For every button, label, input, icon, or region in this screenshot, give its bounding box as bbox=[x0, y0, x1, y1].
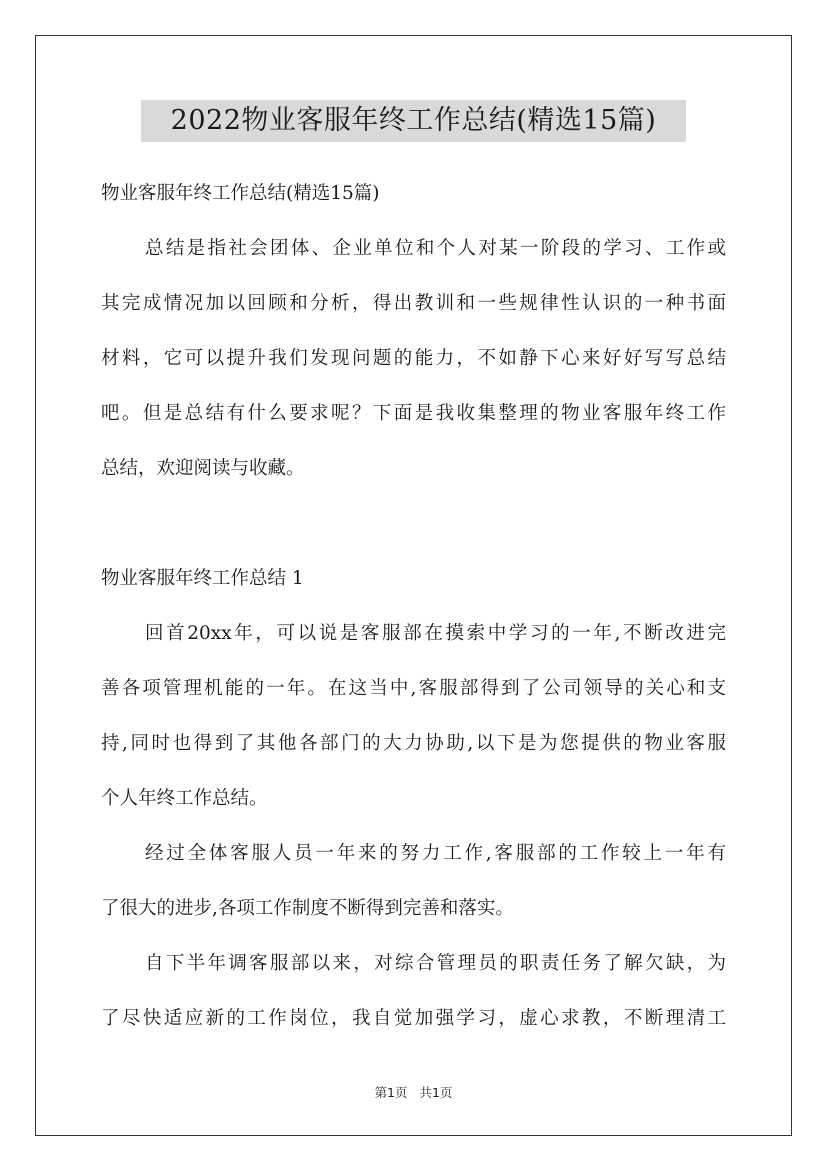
section-1-p1-line-4: 个人年终工作总结。 bbox=[101, 788, 268, 809]
section-1-heading: 物业客服年终工作总结 1 bbox=[101, 568, 304, 589]
page-footer bbox=[0, 1085, 827, 1101]
section-1-p1-line-2: 善各项管理机能的一年。在这当中,客服部得到了公司领导的关心和支 bbox=[101, 678, 726, 699]
page-number-current: 第1页 bbox=[374, 1085, 408, 1100]
section-1-p2-line-1: 经过全体客服人员一年来的努力工作,客服部的工作较上一年有 bbox=[145, 843, 726, 864]
document-subtitle: 物业客服年终工作总结(精选15篇) bbox=[101, 183, 380, 204]
section-1-p1-line-1: 回首20xx年，可以说是客服部在摸索中学习的一年,不断改进完 bbox=[145, 623, 726, 644]
intro-line-1: 总结是指社会团体、企业单位和个人对某一阶段的学习、工作或 bbox=[145, 238, 726, 259]
section-1-p2-line-2: 了很大的进步,各项工作制度不断得到完善和落实。 bbox=[101, 898, 514, 919]
section-1-p1-line-3: 持,同时也得到了其他各部门的大力协助,以下是为您提供的物业客服 bbox=[101, 733, 726, 754]
intro-line-5: 总结，欢迎阅读与收藏。 bbox=[101, 458, 305, 479]
section-1-p3-line-2: 了尽快适应新的工作岗位，我自觉加强学习，虚心求教，不断理清工 bbox=[101, 1008, 726, 1029]
page-number-total: 共1页 bbox=[419, 1085, 453, 1100]
section-1-p3-line-1: 自下半年调客服部以来，对综合管理员的职责任务了解欠缺，为 bbox=[145, 953, 726, 974]
intro-line-2: 其完成情况加以回顾和分析，得出教训和一些规律性认识的一种书面 bbox=[101, 293, 726, 314]
intro-line-4: 吧。但是总结有什么要求呢？下面是我收集整理的物业客服年终工作 bbox=[101, 403, 726, 424]
document-title: 2022物业客服年终工作总结(精选15篇) bbox=[141, 100, 686, 142]
intro-line-3: 材料，它可以提升我们发现问题的能力，不如静下心来好好写写总结 bbox=[101, 348, 726, 369]
